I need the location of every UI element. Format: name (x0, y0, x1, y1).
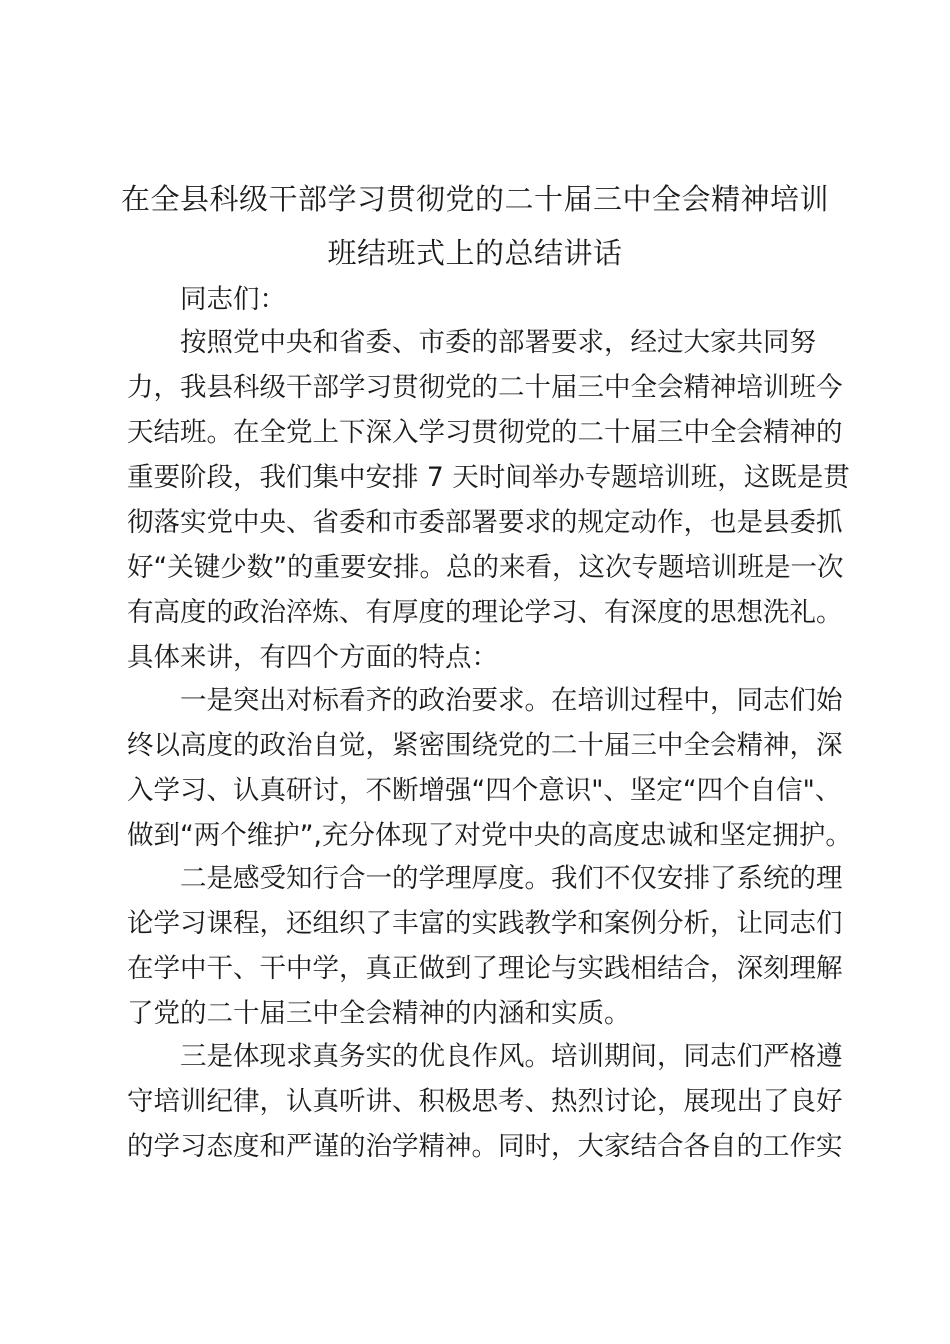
paragraph-line: 重要阶段，我们集中安排 7 天时间举办专题培训班，这既是贯 (127, 462, 850, 493)
paragraph-3 (127, 856, 843, 1036)
paragraph-line: 有高度的政治淬炼、有厚度的理论学习、有深度的思想洗礼。 (127, 597, 843, 628)
salutation: 同志们： (180, 284, 286, 315)
paragraph-line: 三是体现求真务实的优良作风。培训期间，同志们严格遵 (180, 1041, 843, 1072)
title-line: 在全县科级干部学习贯彻党的二十届三中全会精神培训 (120, 182, 829, 216)
paragraph-line: 入学习、认真研讨，不断增强“四个意识"、坚定“四个自信"、 (127, 775, 842, 806)
document-title (110, 172, 840, 280)
paragraph-line: 在学中干、干中学，真正做到了理论与实践相结合，深刻理解 (127, 953, 843, 984)
paragraph-line: 力，我县科级干部学习贯彻党的二十届三中全会精神培训班今 (127, 372, 843, 403)
paragraph-line: 做到“两个维护”,充分体现了对党中央的高度忠诚和坚定拥护。 (127, 820, 852, 851)
paragraph-line: 二是感受知行合一的学理厚度。我们不仅安排了系统的理 (180, 863, 843, 894)
paragraph-line: 终以高度的政治自觉，紧密围绕党的二十届三中全会精神，深 (127, 730, 843, 761)
paragraph-line: 了党的二十届三中全会精神的内涵和实质。 (127, 998, 631, 1029)
paragraph-line: 具体来讲，有四个方面的特点： (127, 642, 498, 673)
title-line: 班结班式上的总结讲话 (327, 236, 623, 270)
paragraph-line: 按照党中央和省委、市委的部署要求，经过大家共同努 (180, 327, 816, 358)
paragraph-2 (127, 678, 852, 858)
paragraph-line: 彻落实党中央、省委和市委部署要求的规定动作，也是县委抓 (127, 507, 843, 538)
paragraph-line: 天结班。在全党上下深入学习贯彻党的二十届三中全会精神的 (127, 417, 843, 448)
paragraph-line: 好“关键少数”的重要安排。总的来看，这次专题培训班是一次 (127, 552, 844, 583)
paragraph-line: 论学习课程，还组织了丰富的实践教学和案例分析，让同志们 (127, 908, 843, 939)
paragraph-1 (127, 320, 850, 680)
salutation-block (127, 277, 827, 322)
paragraph-line: 守培训纪律，认真听讲、积极思考、热烈讨论，展现出了良好 (127, 1086, 843, 1117)
paragraph-line: 的学习态度和严谨的治学精神。同时，大家结合各自的工作实 (127, 1131, 843, 1162)
paragraph-line: 一是突出对标看齐的政治要求。在培训过程中，同志们始 (180, 685, 843, 716)
paragraph-4 (127, 1034, 843, 1169)
